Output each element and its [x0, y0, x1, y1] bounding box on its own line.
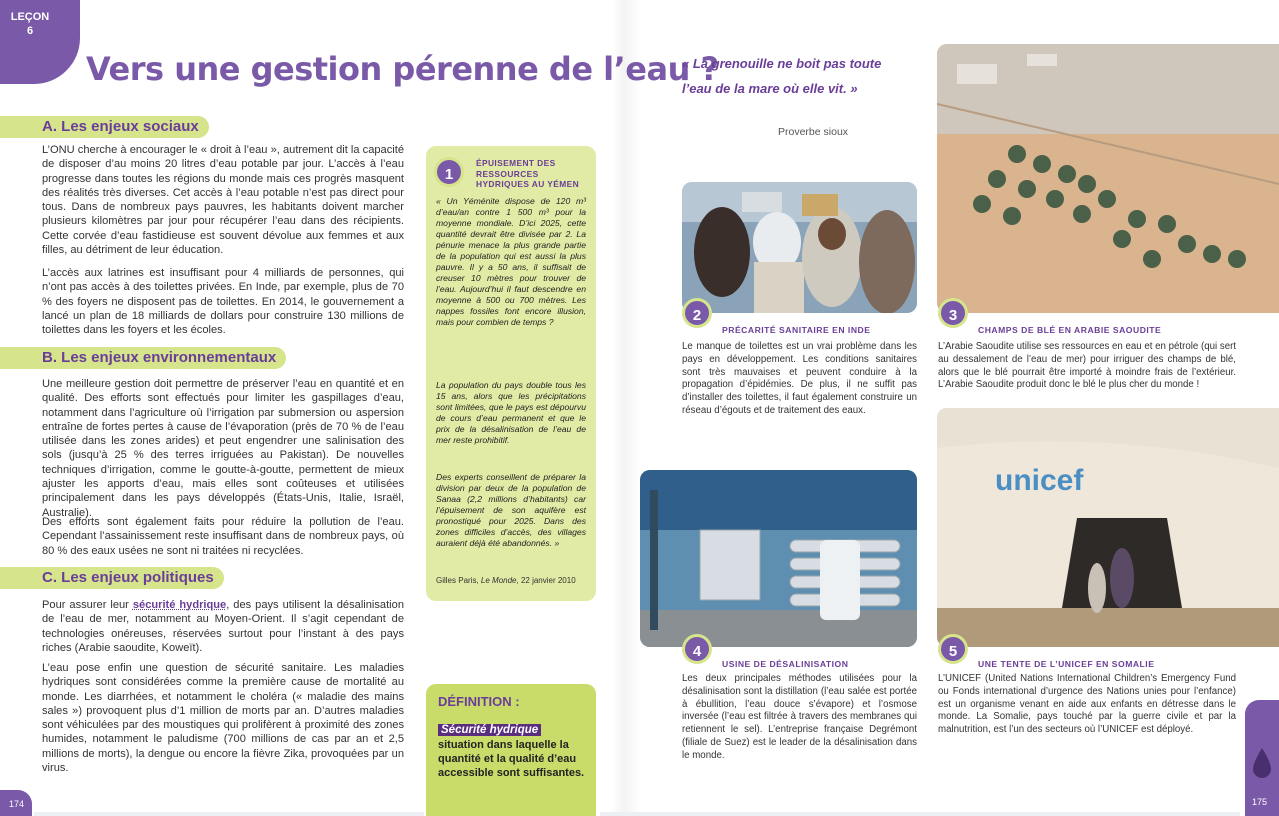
- source-date: , 22 janvier 2010: [516, 576, 576, 585]
- section-heading-environment: B. Les enjeux environnementaux: [0, 347, 286, 369]
- section-c-paragraph-2: L’eau pose enfin une question de sécurité sanitaire. Les maladies hydriques sont considérées comme la première cause de mortalité au monde. Les diarrhées, et notamment le choléra (« maladie des mains sales ») provoquent plus d’1 million de morts par an. D’autres maladies sont véhiculées par des moustiques qui prolifèrent à proximité des zones humides, notamment le paludisme (700 millions de cas par an et 2,5 millions de morts), la dengue ou encore la fièvre Zika, provoquées par un virus.: [42, 662, 404, 775]
- proverb-source: Proverbe sioux: [778, 126, 849, 138]
- definition-content: [438, 720, 590, 780]
- section-a-paragraph-1: L’ONU cherche à encourager le « droit à l’eau », autrement dit la capacité de disposer d’au moins 20 litres d’eau potable par jour. L’accès à l’eau progresse dans toutes les régions du monde mais ces progrès masquent des réalités très diverses. Cet accès à l’eau potable n’est pas direct pour tous. Dans de nombreux pays pauvres, les habitants doivent marcher plusieurs kilomètres par jour pour récupérer l’eau dans des récipients. Cette corvée d’eau fastidieuse est souvent dévolue aux femmes et aux filles, au détriment de leur éducation.: [42, 144, 404, 257]
- photo-unicef-tent-illustration: [937, 408, 1279, 647]
- photo-saudi-fields-illustration: [937, 44, 1279, 313]
- lesson-label: [10, 10, 50, 38]
- document-4-title: USINE DE DÉSALINISATION: [722, 659, 849, 669]
- definition-box: [426, 684, 596, 816]
- section-b-paragraph-2: Des efforts sont également faits pour réduire la pollution de l’eau. Cependant l’assainissement reste insuffisant dans de nombreux pays, où 80 % des eaux usées ne sont ni traitées ni recyclées.: [42, 516, 404, 557]
- section-heading-social: A. Les enjeux sociaux: [0, 116, 209, 138]
- definition-term: Sécurité hydrique: [438, 724, 541, 736]
- document-5-text: L’UNICEF (United Nations International Children’s Emergency Fund ou Fonds international d’urgence des Nations unies pour l’enfance) est un organisme venant en aide aux enfants en détresse dans le monde. La Somalie, pays touché par la guerre civile et par la malnutrition, est l’un des secteurs où l’UNICEF est déployé.: [938, 673, 1236, 736]
- document-5-number: 5: [938, 634, 968, 664]
- source-paper: Le Monde: [480, 576, 517, 585]
- document-4-text: Les deux principales méthodes utilisées pour la désalinisation sont la distillation (l’eau salée est portée à ébullition, l’eau douce s’évapore) et l’osmose inversée (l’eau est filtrée à travers des membranes qui retiennent le sel). L’entreprise française Degrémont (filiale de Suez) est le leader de la désalinisation dans le monde.: [682, 673, 917, 761]
- definition-heading: DÉFINITION :: [438, 694, 520, 709]
- proverb-quote: « La grenouille ne boit pas toute l’eau de la mare où elle vit. »: [682, 56, 882, 96]
- document-2-title: PRÉCARITÉ SANITAIRE EN INDE: [722, 325, 871, 335]
- definition-text: situation dans laquelle la quantité et la qualité d’eau accessible sont suffisantes.: [438, 739, 585, 779]
- document-5-title: UNE TENTE DE L’UNICEF EN SOMALIE: [978, 659, 1155, 669]
- keyword-link-water-security[interactable]: sécurité hydrique: [132, 599, 227, 611]
- photo-desalination-plant: [640, 470, 917, 647]
- source-author: Gilles Paris,: [436, 576, 481, 585]
- document-1-title: ÉPUISEMENT DES RESSOURCES HYDRIQUES AU YÉMEN: [476, 158, 580, 189]
- document-1-quote-part-3: Des experts conseillent de préparer la division par deux de la population de Sanaa (2,2 millions d’habitants) car l’épuisement de son aquifère est pronostiqué pour 2025. Dans des zones difficiles d’accès, des villages auraient déjà été abandonnés. »: [436, 472, 586, 548]
- document-2-number: 2: [682, 298, 712, 328]
- document-1-box: [426, 146, 596, 601]
- photo-unicef-tent: [937, 408, 1279, 647]
- section-c-paragraph-1: [42, 598, 404, 655]
- section-a-paragraph-2: L’accès aux latrines est insuffisant pour 4 milliards de personnes, qui n’ont pas accès à des toilettes privées. En Inde, par exemple, plus de 70 % des foyers ne disposent pas de toilettes. En 2014, le gouvernement a lancé un plan de 18 milliards de dollars pour construire 130 millions de toilettes dans les foyers et les écoles.: [42, 267, 404, 337]
- document-3-number: 3: [938, 298, 968, 328]
- document-1-quote-part-2: La population du pays double tous les 15 ans, alors que les précipitations sont limitées, que le pays est dépourvu de cours d’eau permanent et que le prix de la désalinisation de l’eau de mer reste prohibitif.: [436, 380, 586, 445]
- photo-india-illustration: [682, 182, 917, 313]
- document-3-text: L’Arabie Saoudite utilise ses ressources en eau et en pétrole (qui sert au dessalement de l’eau de mer) pour irriguer des champs de blé, alors que le blé pourrait être importé à moindre frais de l’extérieur. L’Arabie Saoudite produit donc le blé le plus cher du monde !: [938, 341, 1236, 391]
- unicef-sign: unicef: [995, 464, 1084, 497]
- document-3-title: CHAMPS DE BLÉ EN ARABIE SAOUDITE: [978, 325, 1162, 335]
- lesson-number: 6: [26, 25, 34, 37]
- section-c-text-start: Pour assurer leur: [42, 599, 133, 611]
- water-drop-icon: [1249, 746, 1279, 786]
- document-1-number: 1: [434, 157, 464, 187]
- section-heading-politics: C. Les enjeux politiques: [0, 567, 224, 589]
- lesson-label-text: LEÇON: [10, 11, 50, 23]
- photo-saudi-wheat-fields: [937, 44, 1279, 313]
- footer-rule-left: [34, 812, 424, 816]
- document-1-quote-part-1: « Un Yéménite dispose de 120 m³ d’eau/an contre 1 500 m³ pour la moyenne mondiale. D’ici 2025, cette quantité devrait être divisée par 2. La pénurie menace la plus grande partie de la population qui est aussi la plus pauvre. Il y a 50 ans, il suffisait de creuser 10 mètres pour trouver de l’eau. Aujourd’hui il faut descendre en moyenne à 500 ou 700 mètres. Les nappes fossiles font encore illusion, mais pour combien de temps ?: [436, 196, 586, 327]
- page-number-left: 174: [0, 790, 32, 816]
- footer-rule-right: [600, 812, 1240, 816]
- photo-india-sanitation: [682, 182, 917, 313]
- page-gutter: [612, 0, 640, 816]
- document-4-number: 4: [682, 634, 712, 664]
- section-c-text-end: , des pays utilisent la désalinisation de l’eau de mer, notamment au Moyen-Orient. Il s’agit cependant de technologies onéreuses, réservées surtout pour l’instant à des pays riches (Arabie saoudite, Koweït).: [42, 599, 404, 654]
- page-number-right: 175: [1252, 797, 1268, 807]
- page-title: Vers une gestion pérenne de l’eau ?: [86, 50, 719, 88]
- photo-desalination-illustration: [640, 470, 917, 647]
- document-2-text: Le manque de toilettes est un vrai problème dans les pays en développement. Les conditions sanitaires sont très mauvaises et peuvent conduire à la propagation d’épidémies. De plus, il ne suffit pas d’installer des toilettes, il faut également construire un réseau d’égouts et de traitement des eaux.: [682, 341, 917, 416]
- section-b-paragraph-1: Une meilleure gestion doit permettre de préserver l’eau en quantité et en qualité. Des efforts sont effectués pour limiter les gaspillages d’eau, notamment dans l’agriculture où l’irrigation par submersion ou aspersion entraîne de fortes pertes à cause de l’évaporation (près de 70 % de l’eau utilisée dans les zones arides) et peut engendrer une salinisation des sols (jusqu’à 25 % des terres irriguées au Pakistan). De nouvelles techniques d’irrigation, comme le goutte-à-goutte, permettent de mieux ajuster les apports d’eau, mais elles sont coûteuses et utilisées principalement dans les pays développés (États-Unis, Italie, Israël, Australie).: [42, 378, 404, 519]
- document-1-source: [436, 576, 592, 585]
